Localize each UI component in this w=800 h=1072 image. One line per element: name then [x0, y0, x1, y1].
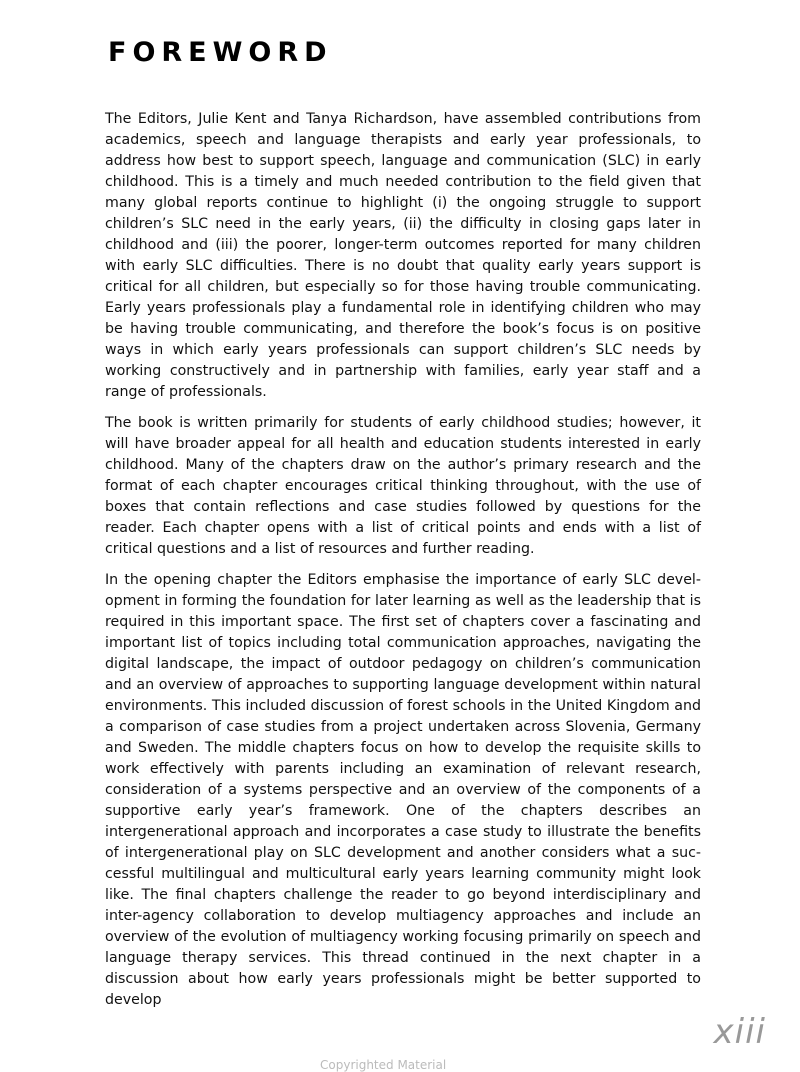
page-number: xiii [713, 1012, 766, 1052]
paragraph-3: In the opening chapter the Editors emphasise the importance of early SLC development in forming the foundation for later learning as well as the leadership that is required in this important space. The first set of chapters cover a fascinating and important list of topics including total communication approaches, navigating the digital landscape, the impact of outdoor pedagogy on children’s communication and an overview of approaches to supporting language development within natural environments. This included discussion of forest schools in the United Kingdom and a comparison of case studies from a project undertaken across Slovenia, Germany and Sweden. The middle chapters focus on how to develop the requisite skills to work effectively with parents including an examination of relevant research, consideration of a systems perspective and an overview of the components of a supportive early year’s framework. One of the chapters describes an intergenerational approach and incorporates a case study to illustrate the benefits of intergenerational play on SLC development and another considers what a successful multilingual and multicultural early years learning community might look like. The final chapters challenge the reader to go beyond interdisciplinary and inter-agency collaboration to develop multiagency approaches and include an overview of the evolution of multiagency working focusing primarily on speech and language therapy services. This thread continued in the next chapter in a discussion about how early years professionals might be better supported to develop [105, 572, 701, 1008]
paragraph-1: The Editors, Julie Kent and Tanya Richardson, have assembled contributions from academics, speech and language therapists and early year professionals, to address how best to support speech, language and communication (SLC) in early childhood. This is a timely and much needed contribution to the field given that many global reports continue to highlight (i) the ongoing struggle to support children’s SLC need in the early years, (ii) the difficulty in closing gaps later in childhood and (iii) the poorer, longer-term outcomes reported for many children with early SLC difficulties. There is no doubt that quality early years support is critical for all children, but especially so for those having trouble communicating. Early years professionals play a fundamental role in identifying children who may be having trouble communicating, and therefore the book’s focus is on positive ways in which early years professionals can support children’s SLC needs by working constructively and in partnership with families, early year staff and a range of professionals. [105, 111, 701, 400]
page-heading: FOREWORD [108, 37, 333, 68]
paragraph-2: The book is written primarily for students of early childhood studies; however, it will have broader appeal for all health and education students interested in early childhood. Many of the chapters draw on the author’s primary research and the format of each chapter encourages critical thinking throughout, with the use of boxes that contain reflections and case studies followed by questions for the reader. Each chapter opens with a list of critical points and ends with a list of critical questions and a list of resources and further reading. [105, 415, 701, 557]
body-text [105, 109, 701, 1021]
copyright-watermark: Copyrighted Material [320, 1058, 447, 1072]
